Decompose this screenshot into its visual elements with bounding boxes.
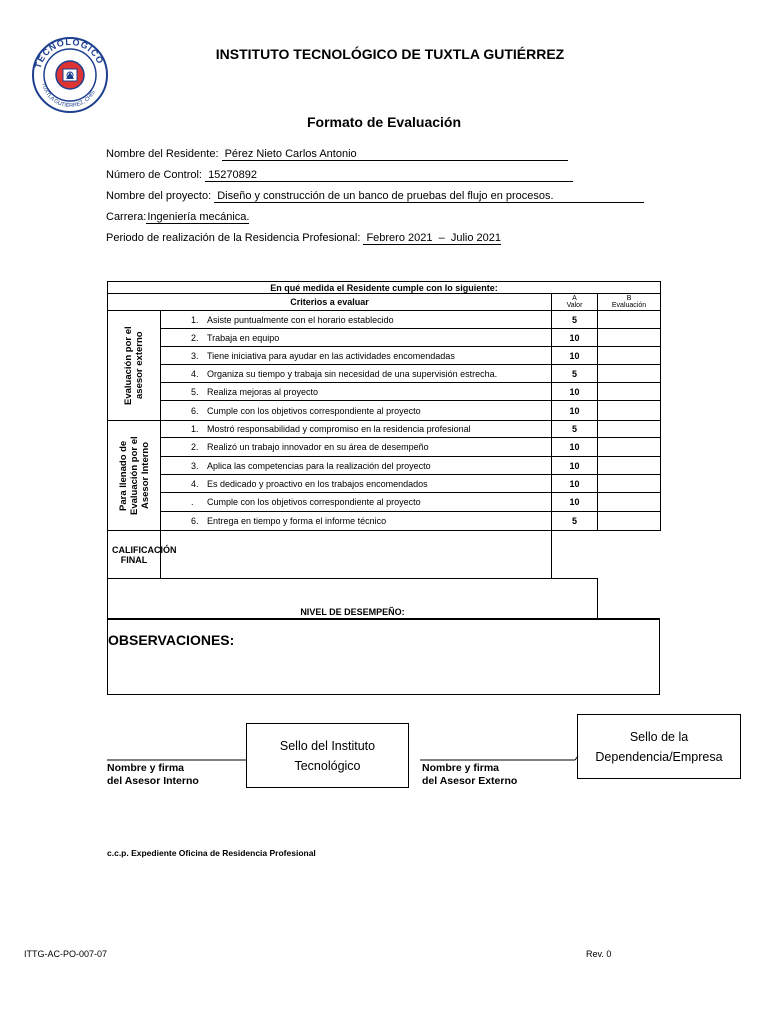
criterion-value: 10 xyxy=(552,438,598,457)
evaluation-cell xyxy=(598,311,661,329)
criterion-value: 5 xyxy=(552,311,598,329)
criterion-value: 10 xyxy=(552,457,598,475)
external-advisor-signature xyxy=(422,762,517,788)
evaluation-cell xyxy=(598,475,661,493)
control-label: Número de Control: xyxy=(106,169,202,181)
criterion-text xyxy=(161,493,552,512)
table-row xyxy=(108,329,661,347)
table-row xyxy=(108,438,661,457)
svg-text:TUXTLA GUTIÉRREZ, CHIS.: TUXTLA GUTIÉRREZ, CHIS. xyxy=(40,82,98,110)
criterion-number: 2. xyxy=(191,442,199,452)
external-group-cell xyxy=(108,311,161,421)
document-code: ITTG-AC-PO-007-07 xyxy=(24,949,108,959)
external-group-label: Evaluación por el asesor externo xyxy=(123,326,145,405)
criterion-text xyxy=(161,512,552,531)
period-value: Febrero 2021 – Julio 2021 xyxy=(363,232,501,245)
criterion-value: 5 xyxy=(552,421,598,438)
project-label: Nombre del proyecto: xyxy=(106,190,212,202)
col-b-label: Evaluación xyxy=(611,302,647,309)
resident-field xyxy=(106,148,568,161)
performance-label: NIVEL DE DESEMPEÑO: xyxy=(108,579,598,619)
criterion-value: 10 xyxy=(552,401,598,421)
internal-sign-line2: del Asesor Interno xyxy=(107,775,199,787)
career-label: Carrera: xyxy=(106,211,147,223)
evaluation-cell xyxy=(598,457,661,475)
evaluation-cell xyxy=(598,383,661,401)
table-row xyxy=(108,512,661,531)
ccp-note: c.c.p. Expediente Oficina de Residencia Profesional xyxy=(107,848,316,858)
final-grade-value xyxy=(161,531,552,579)
internal-group-cell xyxy=(108,421,161,531)
criterion-text xyxy=(161,475,552,493)
criterion-value: 5 xyxy=(552,512,598,531)
evaluation-cell xyxy=(598,365,661,383)
criterion-text xyxy=(161,383,552,401)
institute-stamp-box xyxy=(246,723,409,788)
project-field xyxy=(106,190,644,203)
evaluation-table xyxy=(107,281,661,619)
svg-text:TECNOLÓGICO: TECNOLÓGICO xyxy=(32,36,106,70)
criterion-number: 6. xyxy=(191,405,199,416)
form-title: Formato de Evaluación xyxy=(306,114,462,130)
criterion-number: 5. xyxy=(191,386,199,397)
criterion-label: Organiza su tiempo y trabaja sin necesidad de una supervisión estrecha. xyxy=(207,368,498,379)
table-top-header: En qué medida el Residente cumple con lo siguiente: xyxy=(108,282,661,294)
table-row xyxy=(108,457,661,475)
control-field xyxy=(106,169,573,182)
table-row xyxy=(108,347,661,365)
criterion-label: Entrega en tiempo y forma el informe técnico xyxy=(207,516,387,526)
evaluation-cell xyxy=(598,438,661,457)
criterion-label: Cumple con los objetivos correspondiente al proyecto xyxy=(207,497,421,507)
criterion-label: Asiste puntualmente con el horario establecido xyxy=(207,314,394,325)
external-sign-line2: del Asesor Externo xyxy=(422,775,518,787)
institution-name: INSTITUTO TECNOLÓGICO DE TUXTLA GUTIÉRREZ xyxy=(215,46,565,62)
evaluation-cell xyxy=(598,347,661,365)
criterion-label: Realiza mejoras al proyecto xyxy=(207,386,319,397)
table-row xyxy=(108,475,661,493)
col-a-header xyxy=(552,294,598,311)
criterion-label: Mostró responsabilidad y compromiso en la residencia profesional xyxy=(207,424,471,434)
table-row xyxy=(108,383,661,401)
career-value: Ingeniería mecánica. xyxy=(147,211,250,223)
criterion-number: 4. xyxy=(191,478,199,489)
internal-advisor-signature xyxy=(107,762,199,788)
criterion-label: Realizó un trabajo innovador en su área de desempeño xyxy=(207,442,429,452)
resident-label: Nombre del Residente: xyxy=(106,148,219,160)
criterion-text xyxy=(161,457,552,475)
company-stamp-label: Sello de la Dependencia/Empresa xyxy=(595,729,723,764)
criterion-number: 2. xyxy=(191,332,199,343)
criterion-number: 6. xyxy=(191,516,199,526)
criterion-number: 1. xyxy=(191,314,199,325)
criterion-text xyxy=(161,311,552,329)
criterion-number: 4. xyxy=(191,368,199,379)
table-row xyxy=(108,421,661,438)
criteria-header: Criterios a evaluar xyxy=(108,294,552,311)
criterion-value: 10 xyxy=(552,475,598,493)
table-row xyxy=(108,311,661,329)
table-row xyxy=(108,493,661,512)
table-row xyxy=(108,365,661,383)
criterion-label: Trabaja en equipo xyxy=(207,332,280,343)
criterion-number: 3. xyxy=(191,350,199,361)
criterion-text xyxy=(161,347,552,365)
internal-sign-line1: Nombre y firma xyxy=(107,762,185,774)
table-row xyxy=(108,401,661,421)
criterion-label: Tiene iniciativa para ayudar en las actividades encomendadas xyxy=(207,350,455,361)
career-field xyxy=(106,211,249,224)
resident-value: Pérez Nieto Carlos Antonio xyxy=(222,148,568,161)
col-b-letter: B xyxy=(626,295,632,302)
criterion-value: 10 xyxy=(552,329,598,347)
company-stamp-box xyxy=(577,714,741,779)
criterion-text xyxy=(161,365,552,383)
evaluation-cell xyxy=(598,493,661,512)
revision-label: Rev. 0 xyxy=(586,949,612,959)
final-grade-label: CALIFICACIÓN FINAL xyxy=(108,531,161,579)
evaluation-cell xyxy=(598,329,661,347)
internal-group-label: Para llenado de Evaluación por el Asesor Interno xyxy=(117,436,151,515)
control-value: 15270892 xyxy=(205,169,573,182)
criterion-value: 5 xyxy=(552,365,598,383)
external-sign-line1: Nombre y firma xyxy=(422,762,500,774)
criterion-label: Es dedicado y proactivo en los trabajos encomendados xyxy=(207,478,428,489)
observations-label: OBSERVACIONES: xyxy=(108,632,235,648)
criterion-label: Aplica las competencias para la realización del proyecto xyxy=(207,460,431,471)
criterion-number: . xyxy=(191,497,194,507)
criterion-text xyxy=(161,329,552,347)
criterion-value: 10 xyxy=(552,347,598,365)
evaluation-cell xyxy=(598,512,661,531)
criterion-text xyxy=(161,421,552,438)
criterion-text xyxy=(161,401,552,421)
criterion-value: 10 xyxy=(552,383,598,401)
observations-box xyxy=(107,618,660,695)
criterion-number: 3. xyxy=(191,460,199,471)
institute-stamp-label: Sello del Instituto Tecnológico xyxy=(279,738,376,773)
project-value: Diseño y construcción de un banco de pruebas del flujo en procesos. xyxy=(214,190,644,203)
period-label: Periodo de realización de la Residencia Profesional: xyxy=(106,232,361,244)
col-a-letter: A xyxy=(572,295,577,302)
col-a-label: Valor xyxy=(566,302,583,309)
period-field xyxy=(106,232,501,245)
criterion-text xyxy=(161,438,552,457)
evaluation-cell xyxy=(598,401,661,421)
criterion-number: 1. xyxy=(191,424,199,434)
criterion-label: Cumple con los objetivos correspondiente al proyecto xyxy=(207,405,421,416)
criterion-value: 10 xyxy=(552,493,598,512)
evaluation-cell xyxy=(598,421,661,438)
col-b-header xyxy=(598,294,661,311)
